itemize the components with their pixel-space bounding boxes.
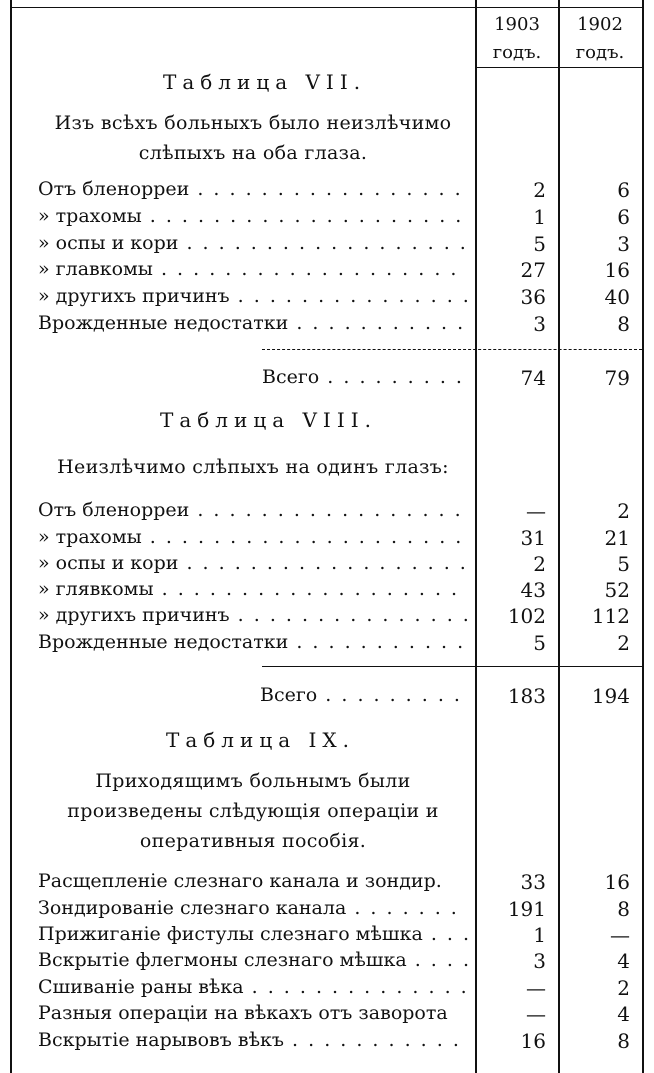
table8-total-1902: 194 [591,684,630,708]
table-row-label: » другихъ причинъ . . . [38,285,468,307]
table-row-1903: — [526,1002,546,1026]
table-row-label: » оспы и кори . . . [38,552,468,574]
table8-total-label: Всего . . . [260,684,468,706]
table-row-1903: 3 [533,312,546,336]
table-row-1903: 2 [533,552,546,576]
table-row-label: Вскрытіе нарывовъ вѣкъ . . . [38,1029,468,1051]
year-1902-unit: годъ. [575,42,625,63]
table-row-label: Расщепленіе слезнаго канала и зондир. [38,870,442,892]
table7-title: Таблица VII. [163,70,367,94]
table8-intro: Неизлѣчимо слѣпыхъ на одинъ глазъ: [57,456,449,478]
table-row-1902: 6 [617,178,630,202]
table-row-1903: 5 [533,631,546,655]
column-divider-1 [475,0,477,1073]
table-row-1903: 102 [507,604,546,628]
table-row-1903: 33 [520,870,546,894]
table-row-1902: 5 [617,552,630,576]
table-row-1902: 8 [617,312,630,336]
table-row-1902: 16 [604,870,630,894]
table-row-1902: 40 [604,285,630,309]
table-row-label: Вскрытіе флегмоны слезнаго мѣшка . . . [38,949,468,971]
table7-total-label: Всего . . . [262,366,468,388]
table7-total-1903: 74 [520,366,546,390]
table7-intro: Изъ всѣхъ больныхъ было неизлѣчимо слѣпыхъ на оба глаза. [54,112,452,164]
table-row-label: » другихъ причинъ . . . [38,604,468,626]
table-row-1902: 4 [617,949,630,973]
table-row-label: Врожденные недостатки . . . [38,312,468,334]
top-border [10,7,644,8]
table-row-1903: 2 [533,178,546,202]
table-row-label: » главкомы . . . [38,258,468,280]
table7-total-1902: 79 [604,366,630,390]
table-row-1902: 2 [617,499,630,523]
table-row-1903: 1 [533,923,546,947]
table-row-1903: 43 [520,578,546,602]
table-row-label: Сшиваніе раны вѣка . . . [38,976,468,998]
table-row-1902: 112 [591,604,630,628]
table-row-1902: 8 [617,1029,630,1053]
table-row-label: Отъ бленорреи . . . [38,178,468,200]
table-row-label: » трахомы . . . [38,205,468,227]
table-row-1902: 2 [617,976,630,1000]
table9-title: Таблица IX. [166,728,355,752]
table-row-label: » оспы и кори . . . [38,232,468,254]
table8-title: Таблица VIII. [160,408,377,432]
right-border [642,0,644,1073]
table-row-label: Зондированіе слезнаго канала . . . [38,897,468,919]
table-row-1902: 2 [617,631,630,655]
table8-total-rule [262,666,642,667]
table-row-label: Отъ бленорреи . . . [38,499,468,521]
table-row-1903: 1 [533,205,546,229]
table-row-1903: 31 [520,526,546,550]
table-row-label: » трахомы . . . [38,526,468,548]
table-row-1903: 3 [533,949,546,973]
table-row-1903: 16 [520,1029,546,1053]
table-row-1903: 191 [507,897,546,921]
table-row-1902: 52 [604,578,630,602]
table-row-1903: 27 [520,258,546,282]
table-row-1902: 21 [604,526,630,550]
table7-total-rule [262,349,642,350]
table-row-1902: 4 [617,1002,630,1026]
table-row-1902: 3 [617,232,630,256]
table-row-label: Врожденные недостатки . . . [38,631,468,653]
table-row-1902: 6 [617,205,630,229]
table8-total-1903: 183 [507,684,546,708]
year-1903-unit: годъ. [492,42,542,63]
table-row-1903: — [526,499,546,523]
table-row-1903: 36 [520,285,546,309]
table-row-1903: 5 [533,232,546,256]
table-row-1902: — [610,923,630,947]
table-row-1902: 8 [617,897,630,921]
header-underline [475,67,644,68]
left-border [10,0,12,1073]
table-row-1902: 16 [604,258,630,282]
year-1903-header: 1903 [494,14,540,35]
table-row-1903: — [526,976,546,1000]
year-1902-header: 1902 [577,14,623,35]
table-row-label: Прижиганіе фистулы слезнаго мѣшка . . . [38,923,468,945]
table-row-label: » глявкомы . . . [38,578,468,600]
table9-intro: Приходящимъ больнымъ были произведены слѣдующія операціи и оперативныя пособія. [67,770,439,852]
table-row-label: Разныя операціи на вѣкахъ отъ заворота [38,1002,448,1024]
